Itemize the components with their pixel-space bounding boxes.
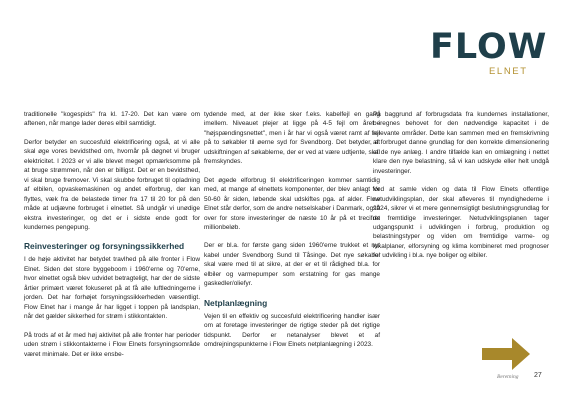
paragraph: Det øgede elforbrug til elektrificeringen kommer samtidig med, at mange af elnettets komponenter, der blev anlagt for 50-60 år siden, løbende skal udskiftes pga. af alder. Flow Elnet står derfor, som de andre netselskaber i Danmark, også over for store investeringer de næste 10 år på et trecifret millionbeløb. xyxy=(204,176,380,231)
section-heading: Reinvesteringer og forsyningssikkerhed xyxy=(24,241,185,252)
arrow-shape xyxy=(482,338,530,370)
paragraph: Ved at samle viden og data til Flow Elnets offentlige netudviklingsplan, der skal afleveres til myndighederne i 2024, sikrer vi et mere gennemsigtigt beslutningsgrundlag for de fremtidige investeringer. Netudviklingsplanen tager udgangspunkt i udviklingen i forbrug, produktion og belastningstyper og viden om fremtidige varme- og lokalplaner, elforsyning og klima kombineret med prognoser for udvikling i bl.a. nye boliger og elbiler. xyxy=(373,186,549,260)
column-left xyxy=(24,110,200,368)
logo-wordmark: FLOW xyxy=(430,27,548,67)
arrow-right-icon[interactable] xyxy=(482,338,530,370)
paragraph: Derfor betyder en succesfuld elektrificering også, at vi alle skal øge vores bevidsthed om, hvornår på døgnet vi bruger elektricitet. I 2023 er vi alle blevet meget opmærksomme på at bruge strømmen, når den er billigst. Det er en bevidsthed, vi skal bruge fremover. Vi skal skubbe forbruget til opladning af elbilen, opvaskemaskinen og andet elforbrug, der kan flyttes, væk fra de belastede timer fra 17 til 20 for på den måde at udjævne forbruget i elnettet. Så undgår vi unødige ekstra investeringer, og det er i sidste ende godt for kundernes pengepung. xyxy=(24,138,200,231)
logo-subtitle: ELNET xyxy=(489,66,528,77)
section-heading: Netplanlægning xyxy=(204,297,268,308)
paragraph: På trods af et år med høj aktivitet på alle fronter har perioder uden strøm i stikkontakterne i Flow Elnets forsyningsområde været minimale. Det er ikke ensbe- xyxy=(24,331,200,358)
paragraph: tydende med, at der ikke sker f.eks. kabelfejl en gang imellem. Niveauet plejer at ligge på 4-5 fejl om året i "højspændingsnettet", men i år har vi også været ramt af fejl på to søkabler til øerne syd for Svendborg. Det betyder, at udskiftningen af søkablerne, der er ved at være udtjente, skal fremskyndes. xyxy=(204,111,380,166)
footer-section-label: Beretning xyxy=(497,374,519,380)
paragraph: Der er bl.a. for første gang siden 1960'erne trukket et nyt kabel under Svendborg Sund til Tåsinge. Det nye søkabel skal være med til at sikre, at der er et til rådighed bl.a. for elbiler og varmepumper som erstatning for gas mange gaskedler/oliefyr. xyxy=(204,242,380,288)
column-middle xyxy=(204,110,380,359)
column-right xyxy=(373,110,549,270)
flow-elnet-logo xyxy=(430,27,548,82)
paragraph: På baggrund af forbrugsdata fra kundernes installationer, beregnes behovet for den nødvendige kapacitet i de relevante områder. Dette kan sammen med en fremskrivning af forbruget danne grundlag for den korrekte dimensionering af de nye anlæg. I andre tilfælde kan en omlægning i nettet klare den nye belastning, så vi kan udskyde eller helt undgå investeringer. xyxy=(373,111,549,175)
paragraph: I de høje aktivitet har betydet travlhed på alle fronter i Flow Elnet. Siden det store byggeboom i 1960'erne og 70'erne, hvor elnettet også blev udvidet betragteligt, har der de sidste årtier primært været fokuseret på at få alle luftledningerne i jorden. Det har forhøjet forsyningssikkerheden væsentligt. Flow Elnet har i mange år har ligget i toppen på landsplan, når det gælder sikkerhed for strøm i stikkontakten. xyxy=(24,256,200,321)
paragraph: Vejen til en effektiv og succesfuld elektrificering handler især om at foretage investeringer de rigtige steder på det rigtige tidspunkt. Derfor er netanalyser blevet et af omdrejningspunkterne i Flow Elnets netplanlægning i 2023. xyxy=(204,312,380,349)
page-number: 27 xyxy=(534,372,542,379)
paragraph: traditionelle "kogespids" fra kl. 17-20. Det kan være om aftenen, når mange lader deres elbil samtidigt. xyxy=(24,111,200,128)
